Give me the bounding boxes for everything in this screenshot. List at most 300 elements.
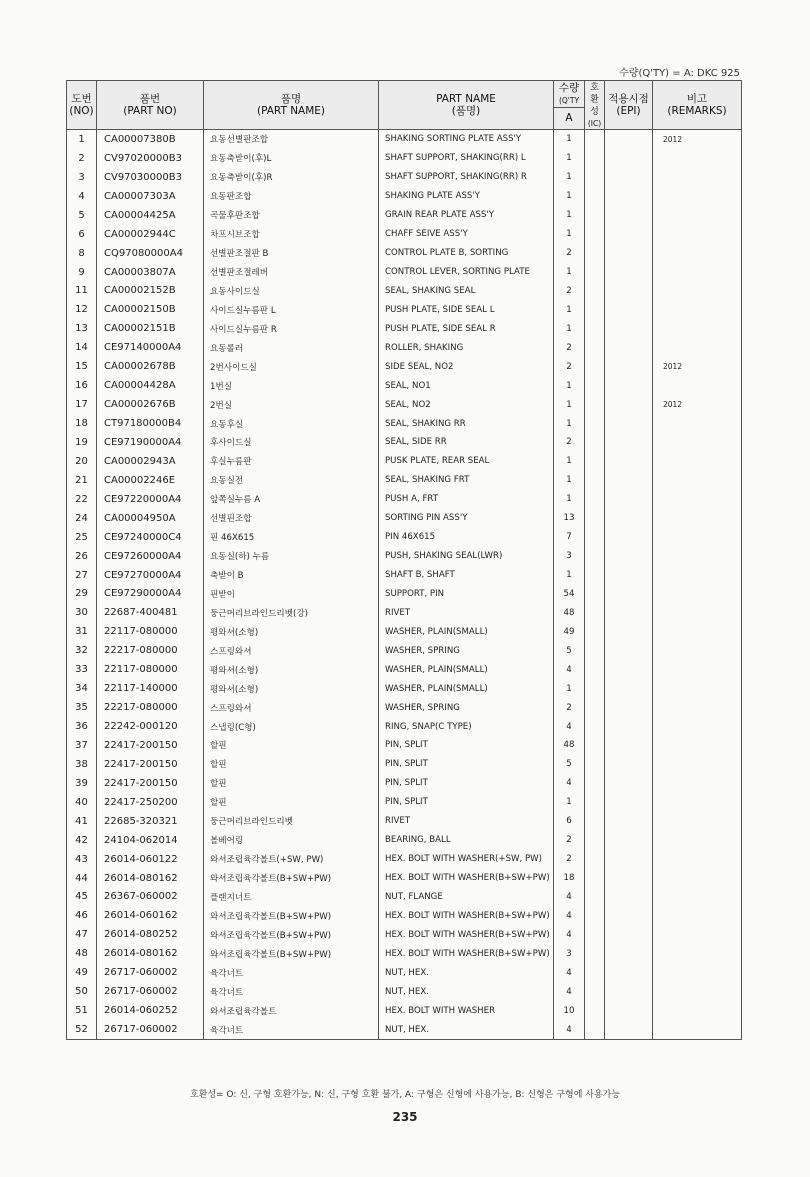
row-name-ko: 1번실 — [204, 376, 379, 395]
row-name-en: NUT, FLANGE — [379, 888, 554, 907]
row-epi — [605, 944, 653, 963]
row-ic — [585, 206, 605, 225]
row-name-ko: 축받이 B — [204, 566, 379, 585]
row-qty: 1 — [554, 225, 585, 244]
row-name-ko: 핀받이 — [204, 585, 379, 604]
row-epi — [605, 547, 653, 566]
table-row — [67, 679, 742, 698]
row-qty: 4 — [554, 1020, 585, 1039]
row-name-ko: 곡물후판조합 — [204, 206, 379, 225]
row-no: 44 — [67, 869, 97, 888]
row-epi — [605, 1020, 653, 1039]
row-name-en: HEX. BOLT WITH WASHER(+SW, PW) — [379, 850, 554, 869]
row-no: 49 — [67, 963, 97, 982]
row-qty: 2 — [554, 831, 585, 850]
row-part-no: 26717-060002 — [97, 1020, 204, 1039]
row-remarks — [653, 793, 742, 812]
row-remarks — [653, 906, 742, 925]
row-part-no: CE97190000A4 — [97, 433, 204, 452]
row-remarks — [653, 263, 742, 282]
row-name-ko: 사이드실누름판 R — [204, 319, 379, 338]
row-part-no: 22217-080000 — [97, 698, 204, 717]
row-remarks — [653, 414, 742, 433]
row-name-en: HEX. BOLT WITH WASHER(B+SW+PW) — [379, 944, 554, 963]
table-row — [67, 414, 742, 433]
row-epi — [605, 831, 653, 850]
row-part-no: CV97020000B3 — [97, 149, 204, 168]
row-name-ko: 와셔조립육각볼트(B+SW+PW) — [204, 944, 379, 963]
row-ic — [585, 509, 605, 528]
table-row — [67, 698, 742, 717]
row-qty: 7 — [554, 528, 585, 547]
row-part-no: CE97260000A4 — [97, 547, 204, 566]
row-name-ko: 선별판조절판 B — [204, 244, 379, 263]
row-remarks — [653, 755, 742, 774]
row-no: 35 — [67, 698, 97, 717]
row-qty: 5 — [554, 755, 585, 774]
row-remarks — [653, 528, 742, 547]
table-row — [67, 433, 742, 452]
row-name-ko: 핀 46X615 — [204, 528, 379, 547]
row-no: 13 — [67, 319, 97, 338]
row-name-ko: 사이드실누름판 L — [204, 300, 379, 319]
row-epi — [605, 641, 653, 660]
row-qty: 49 — [554, 622, 585, 641]
row-no: 9 — [67, 263, 97, 282]
row-remarks — [653, 282, 742, 301]
row-name-en: SHAKING SORTING PLATE ASS'Y — [379, 130, 554, 149]
table-row — [67, 206, 742, 225]
row-ic — [585, 831, 605, 850]
row-ic — [585, 679, 605, 698]
row-name-en: WASHER, PLAIN(SMALL) — [379, 660, 554, 679]
row-name-en: CONTROL LEVER, SORTING PLATE — [379, 263, 554, 282]
row-part-no: CA00007303A — [97, 187, 204, 206]
row-name-ko: 육각너트 — [204, 963, 379, 982]
page-number: 235 — [392, 1110, 418, 1124]
row-qty: 48 — [554, 736, 585, 755]
row-part-no: CA00002944C — [97, 225, 204, 244]
row-remarks — [653, 679, 742, 698]
row-name-en: SEAL, SHAKING RR — [379, 414, 554, 433]
row-part-no: CA00002246E — [97, 471, 204, 490]
row-epi — [605, 679, 653, 698]
table-row — [67, 793, 742, 812]
row-part-no: 22117-080000 — [97, 622, 204, 641]
row-name-en: PUSH PLATE, SIDE SEAL L — [379, 300, 554, 319]
row-part-no: 22117-140000 — [97, 679, 204, 698]
row-name-ko: 후사이드실 — [204, 433, 379, 452]
row-epi — [605, 471, 653, 490]
header-epi: 적용시점 (EPI) — [605, 81, 653, 130]
row-name-en: PUSH, SHAKING SEAL(LWR) — [379, 547, 554, 566]
row-no: 42 — [67, 831, 97, 850]
row-name-en: SUPPORT, PIN — [379, 585, 554, 604]
table-row — [67, 963, 742, 982]
row-epi — [605, 130, 653, 149]
table-row — [67, 660, 742, 679]
row-remarks — [653, 547, 742, 566]
row-qty: 1 — [554, 187, 585, 206]
row-name-en: SEAL, SHAKING FRT — [379, 471, 554, 490]
row-remarks — [653, 641, 742, 660]
row-name-en: SHAFT B, SHAFT — [379, 566, 554, 585]
row-epi — [605, 414, 653, 433]
row-ic — [585, 641, 605, 660]
row-no: 19 — [67, 433, 97, 452]
row-no: 8 — [67, 244, 97, 263]
row-part-no: CA00004428A — [97, 376, 204, 395]
row-epi — [605, 793, 653, 812]
row-ic — [585, 244, 605, 263]
row-name-ko: 평와셔(소형) — [204, 622, 379, 641]
table-row — [67, 944, 742, 963]
row-no: 30 — [67, 603, 97, 622]
table-row — [67, 357, 742, 376]
table-row — [67, 187, 742, 206]
row-no: 11 — [67, 282, 97, 301]
row-remarks — [653, 944, 742, 963]
row-name-ko: 2번실 — [204, 395, 379, 414]
row-no: 46 — [67, 906, 97, 925]
row-epi — [605, 603, 653, 622]
row-part-no: CA00002151B — [97, 319, 204, 338]
table-row — [67, 812, 742, 831]
row-epi — [605, 376, 653, 395]
row-qty: 1 — [554, 149, 585, 168]
row-qty: 4 — [554, 925, 585, 944]
row-remarks — [653, 982, 742, 1001]
row-part-no: CE97270000A4 — [97, 566, 204, 585]
row-name-en: SIDE SEAL, NO2 — [379, 357, 554, 376]
row-qty: 2 — [554, 433, 585, 452]
row-ic — [585, 755, 605, 774]
row-name-ko: 후실누름판 — [204, 452, 379, 471]
row-name-ko: 평와셔(소형) — [204, 679, 379, 698]
row-qty: 18 — [554, 869, 585, 888]
table-row — [67, 1020, 742, 1039]
row-name-en: WASHER, PLAIN(SMALL) — [379, 679, 554, 698]
row-epi — [605, 225, 653, 244]
row-name-ko: 요동축받이(후)R — [204, 168, 379, 187]
table-row — [67, 528, 742, 547]
row-no: 12 — [67, 300, 97, 319]
row-ic — [585, 944, 605, 963]
row-ic — [585, 547, 605, 566]
row-qty: 1 — [554, 566, 585, 585]
row-ic — [585, 300, 605, 319]
row-part-no: CA00007380B — [97, 130, 204, 149]
row-remarks — [653, 471, 742, 490]
row-no: 34 — [67, 679, 97, 698]
row-name-ko: 요동사이드실 — [204, 282, 379, 301]
row-ic — [585, 1020, 605, 1039]
row-name-ko: 차프시브조합 — [204, 225, 379, 244]
row-part-no: 26014-060162 — [97, 906, 204, 925]
row-name-en: PIN, SPLIT — [379, 793, 554, 812]
row-remarks — [653, 490, 742, 509]
row-epi — [605, 282, 653, 301]
row-name-en: SHAFT SUPPORT, SHAKING(RR) L — [379, 149, 554, 168]
row-part-no: 26014-080162 — [97, 869, 204, 888]
row-part-no: 22417-250200 — [97, 793, 204, 812]
row-ic — [585, 376, 605, 395]
row-name-ko: 볼베어링 — [204, 831, 379, 850]
row-qty: 1 — [554, 263, 585, 282]
row-remarks — [653, 888, 742, 907]
row-name-en: RIVET — [379, 603, 554, 622]
table-row — [67, 755, 742, 774]
table-row — [67, 244, 742, 263]
row-no: 5 — [67, 206, 97, 225]
row-name-ko: 요동선별판조합 — [204, 130, 379, 149]
row-qty: 10 — [554, 1001, 585, 1020]
header-ic: 호 환 성 (IC) — [585, 81, 605, 130]
row-epi — [605, 717, 653, 736]
row-no: 15 — [67, 357, 97, 376]
row-no: 32 — [67, 641, 97, 660]
parts-table — [66, 80, 742, 1040]
row-qty: 1 — [554, 168, 585, 187]
row-ic — [585, 698, 605, 717]
row-qty: 4 — [554, 660, 585, 679]
row-part-no: CA00002943A — [97, 452, 204, 471]
row-remarks — [653, 717, 742, 736]
row-no: 36 — [67, 717, 97, 736]
row-name-en: CONTROL PLATE B, SORTING — [379, 244, 554, 263]
row-qty: 1 — [554, 206, 585, 225]
row-part-no: 26717-060002 — [97, 963, 204, 982]
row-name-en: RIVET — [379, 812, 554, 831]
row-part-no: CA00002678B — [97, 357, 204, 376]
row-name-ko: 할핀 — [204, 774, 379, 793]
row-epi — [605, 528, 653, 547]
qty-note: 수량(Q'TY) = A: DKC 925 — [619, 68, 740, 79]
row-qty: 1 — [554, 395, 585, 414]
row-name-en: NUT, HEX. — [379, 963, 554, 982]
row-remarks — [653, 168, 742, 187]
row-qty: 3 — [554, 944, 585, 963]
row-epi — [605, 850, 653, 869]
row-no: 38 — [67, 755, 97, 774]
row-ic — [585, 963, 605, 982]
row-ic — [585, 168, 605, 187]
row-no: 26 — [67, 547, 97, 566]
header-remarks: 비고 (REMARKS) — [653, 81, 742, 130]
row-part-no: CA00003807A — [97, 263, 204, 282]
row-epi — [605, 395, 653, 414]
table-row — [67, 490, 742, 509]
row-epi — [605, 168, 653, 187]
row-no: 6 — [67, 225, 97, 244]
table-row — [67, 717, 742, 736]
row-epi — [605, 755, 653, 774]
row-part-no: CT97180000B4 — [97, 414, 204, 433]
row-epi — [605, 433, 653, 452]
table-row — [67, 1001, 742, 1020]
row-qty: 1 — [554, 679, 585, 698]
table-row — [67, 774, 742, 793]
row-name-ko: 와셔조립육각볼트(B+SW+PW) — [204, 925, 379, 944]
row-name-ko: 육각너트 — [204, 982, 379, 1001]
row-epi — [605, 357, 653, 376]
row-remarks — [653, 850, 742, 869]
row-ic — [585, 660, 605, 679]
row-remarks — [653, 736, 742, 755]
row-name-ko: 와셔조립육각볼트(B+SW+PW) — [204, 906, 379, 925]
row-remarks — [653, 585, 742, 604]
row-ic — [585, 736, 605, 755]
header-part-name-en: PART NAME (품명) — [379, 81, 554, 130]
row-name-ko: 선별판조절레버 — [204, 263, 379, 282]
row-ic — [585, 490, 605, 509]
row-epi — [605, 1001, 653, 1020]
row-epi — [605, 490, 653, 509]
row-qty: 2 — [554, 282, 585, 301]
row-name-en: PIN 46X615 — [379, 528, 554, 547]
row-name-en: HEX. BOLT WITH WASHER(B+SW+PW) — [379, 869, 554, 888]
row-qty: 1 — [554, 376, 585, 395]
table-row — [67, 566, 742, 585]
row-name-ko: 육각너트 — [204, 1020, 379, 1039]
row-ic — [585, 528, 605, 547]
row-name-ko: 할핀 — [204, 793, 379, 812]
row-remarks — [653, 1020, 742, 1039]
row-epi — [605, 982, 653, 1001]
row-name-en: HEX. BOLT WITH WASHER(B+SW+PW) — [379, 906, 554, 925]
row-ic — [585, 263, 605, 282]
row-ic — [585, 850, 605, 869]
row-ic — [585, 282, 605, 301]
row-no: 51 — [67, 1001, 97, 1020]
row-remarks — [653, 225, 742, 244]
row-name-en: WASHER, SPRING — [379, 641, 554, 660]
row-part-no: 22685-320321 — [97, 812, 204, 831]
row-remarks — [653, 603, 742, 622]
row-part-no: 26717-060002 — [97, 982, 204, 1001]
row-part-no: CE97290000A4 — [97, 585, 204, 604]
row-name-en: HEX. BOLT WITH WASHER — [379, 1001, 554, 1020]
row-qty: 1 — [554, 300, 585, 319]
row-ic — [585, 888, 605, 907]
row-name-ko: 스프링와셔 — [204, 698, 379, 717]
row-epi — [605, 925, 653, 944]
row-ic — [585, 357, 605, 376]
table-row — [67, 338, 742, 357]
row-part-no: 22417-200150 — [97, 755, 204, 774]
row-ic — [585, 603, 605, 622]
row-no: 14 — [67, 338, 97, 357]
row-qty: 4 — [554, 982, 585, 1001]
row-remarks — [653, 774, 742, 793]
row-qty: 2 — [554, 244, 585, 263]
row-ic — [585, 925, 605, 944]
row-qty: 4 — [554, 906, 585, 925]
row-epi — [605, 888, 653, 907]
row-remarks — [653, 831, 742, 850]
table-row — [67, 850, 742, 869]
row-epi — [605, 660, 653, 679]
row-name-en: HEX. BOLT WITH WASHER(B+SW+PW) — [379, 925, 554, 944]
row-qty: 1 — [554, 452, 585, 471]
row-part-no: CA00004950A — [97, 509, 204, 528]
row-remarks — [653, 660, 742, 679]
row-part-no: CA00002152B — [97, 282, 204, 301]
row-name-en: PUSH PLATE, SIDE SEAL R — [379, 319, 554, 338]
row-ic — [585, 982, 605, 1001]
row-epi — [605, 300, 653, 319]
row-ic — [585, 812, 605, 831]
row-ic — [585, 414, 605, 433]
row-name-en: SEAL, NO2 — [379, 395, 554, 414]
table-row — [67, 585, 742, 604]
row-remarks — [653, 338, 742, 357]
row-name-ko: 2번사이드실 — [204, 357, 379, 376]
row-qty: 1 — [554, 130, 585, 149]
row-qty: 1 — [554, 414, 585, 433]
row-no: 45 — [67, 888, 97, 907]
row-no: 52 — [67, 1020, 97, 1039]
row-name-en: CHAFF SEIVE ASS'Y — [379, 225, 554, 244]
row-remarks — [653, 206, 742, 225]
table-row — [67, 831, 742, 850]
row-remarks — [653, 963, 742, 982]
row-ic — [585, 566, 605, 585]
row-qty: 1 — [554, 319, 585, 338]
row-qty: 5 — [554, 641, 585, 660]
row-epi — [605, 206, 653, 225]
row-part-no: 22117-080000 — [97, 660, 204, 679]
row-part-no: CA00002150B — [97, 300, 204, 319]
compatibility-note: 호환성= O: 신, 구형 호환가능, N: 신, 구형 호환 불가, A: 구형은 신형에 사용가능, B: 신형은 구형에 사용가능 — [189, 1090, 621, 1100]
row-name-en: WASHER, PLAIN(SMALL) — [379, 622, 554, 641]
row-name-ko: 와셔조립육각볼트 — [204, 1001, 379, 1020]
table-row — [67, 906, 742, 925]
row-name-en: BEARING, BALL — [379, 831, 554, 850]
row-name-en: WASHER, SPRING — [379, 698, 554, 717]
header-part-no: 품번 (PART NO) — [97, 81, 204, 130]
row-name-en: ROLLER, SHAKING — [379, 338, 554, 357]
row-qty: 4 — [554, 963, 585, 982]
row-name-en: PIN, SPLIT — [379, 736, 554, 755]
row-part-no: 22417-200150 — [97, 736, 204, 755]
row-part-no: CA00002676B — [97, 395, 204, 414]
row-part-no: 26014-080162 — [97, 944, 204, 963]
table-row — [67, 319, 742, 338]
row-no: 47 — [67, 925, 97, 944]
row-name-en: NUT, HEX. — [379, 1020, 554, 1039]
row-no: 25 — [67, 528, 97, 547]
table-row — [67, 263, 742, 282]
row-name-en: RING, SNAP(C TYPE) — [379, 717, 554, 736]
row-qty: 3 — [554, 547, 585, 566]
row-remarks — [653, 622, 742, 641]
row-remarks — [653, 187, 742, 206]
row-epi — [605, 698, 653, 717]
row-epi — [605, 585, 653, 604]
row-qty: 2 — [554, 850, 585, 869]
row-no: 24 — [67, 509, 97, 528]
header-qty-a: A — [554, 107, 585, 129]
row-remarks — [653, 433, 742, 452]
row-qty: 1 — [554, 793, 585, 812]
row-ic — [585, 869, 605, 888]
row-name-ko: 와셔조립육각볼트(+SW, PW) — [204, 850, 379, 869]
table-row — [67, 622, 742, 641]
row-name-en: GRAIN REAR PLATE ASS'Y — [379, 206, 554, 225]
row-qty: 2 — [554, 357, 585, 376]
row-no: 22 — [67, 490, 97, 509]
